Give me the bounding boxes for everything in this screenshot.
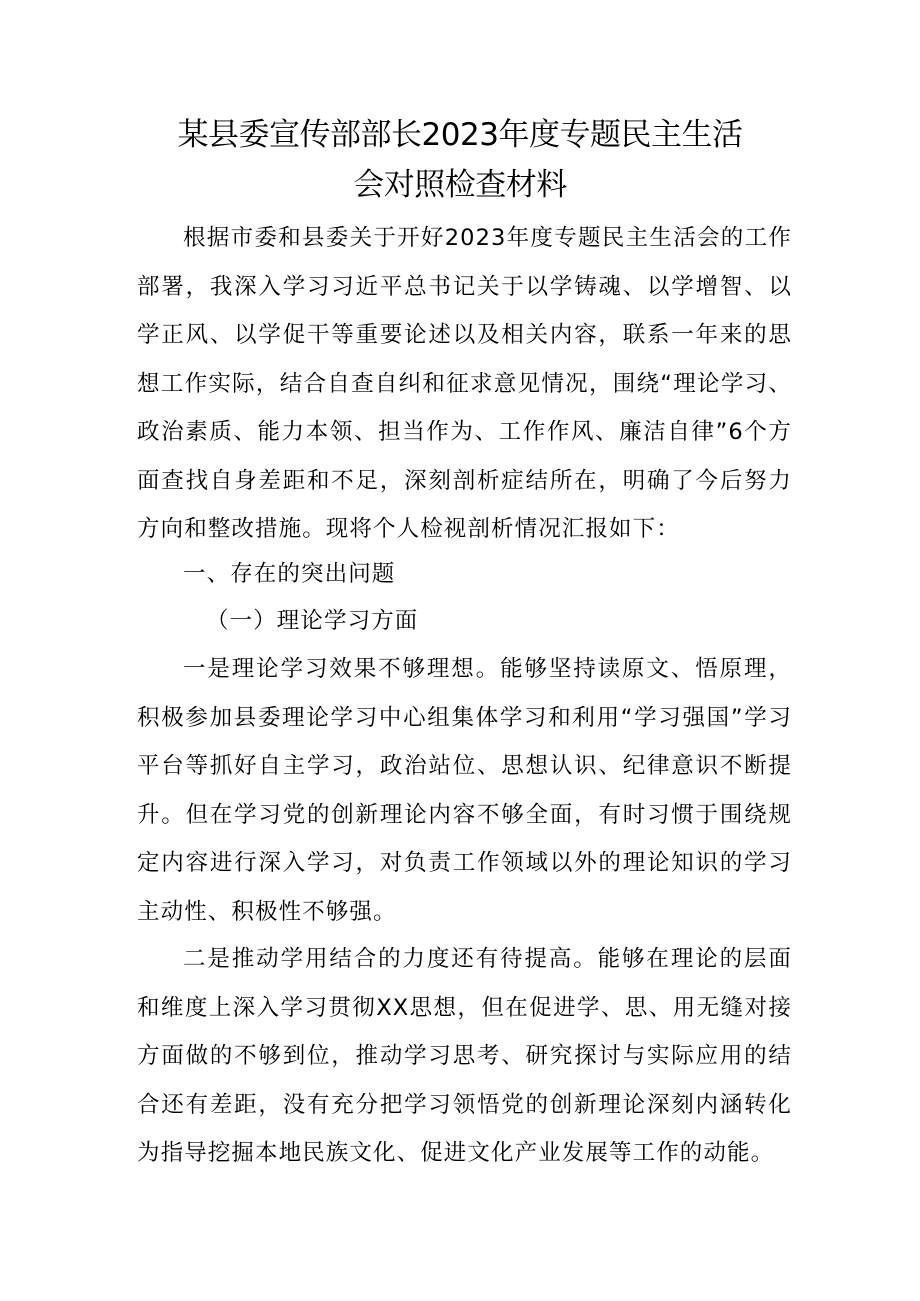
subsection-heading: （一）理论学习方面	[206, 608, 419, 634]
body-paragraph-point-1: 一是理论学习效果不够理想。能够坚持读原文、悟原理，积极参加县委理论学习中心组集体学习和利用“学习强国”学习平台等抓好自主学习，政治站位、思想认识、纪律意识不断提升。但在学习党的创新理论内容不够全面，有时习惯于围绕规定内容进行深入学习，对负责工作领域以外的理论知识的学习主动性、积极性不够强。	[137, 656, 792, 925]
section-heading: 一、存在的突出问题	[183, 561, 396, 587]
intro-paragraph: 根据市委和县委关于开好2023年度专题民主生活会的工作部署，我深入学习习近平总书记关于以学铸魂、以学增智、以学正风、以学促干等重要论述以及相关内容，联系一年来的思想工作实际，结合自查自纠和征求意见情况，围绕“理论学习、政治素质、能力本领、担当作为、工作作风、廉洁自律”6个方面查找自身差距和不足，深刻剖析症结所在，明确了今后努力方向和整改措施。现将个人检视剖析情况汇报如下：	[137, 225, 792, 542]
body-paragraph-point-2: 二是推动学用结合的力度还有待提高。能够在理论的层面和维度上深入学习贯彻XX思想，但在促进学、思、用无缝对接方面做的不够到位，推动学习思考、研究探讨与实际应用的结合还有差距，没有充分把学习领悟党的创新理论深刻内涵转化为指导挖掘本地民族文化、促进文化产业发展等工作的动能。	[137, 946, 792, 1166]
document-title-line-2: 会对照检查材料	[353, 167, 567, 203]
document-title-line-1: 某县委宣传部部长2023年度专题民主生活	[177, 117, 743, 153]
